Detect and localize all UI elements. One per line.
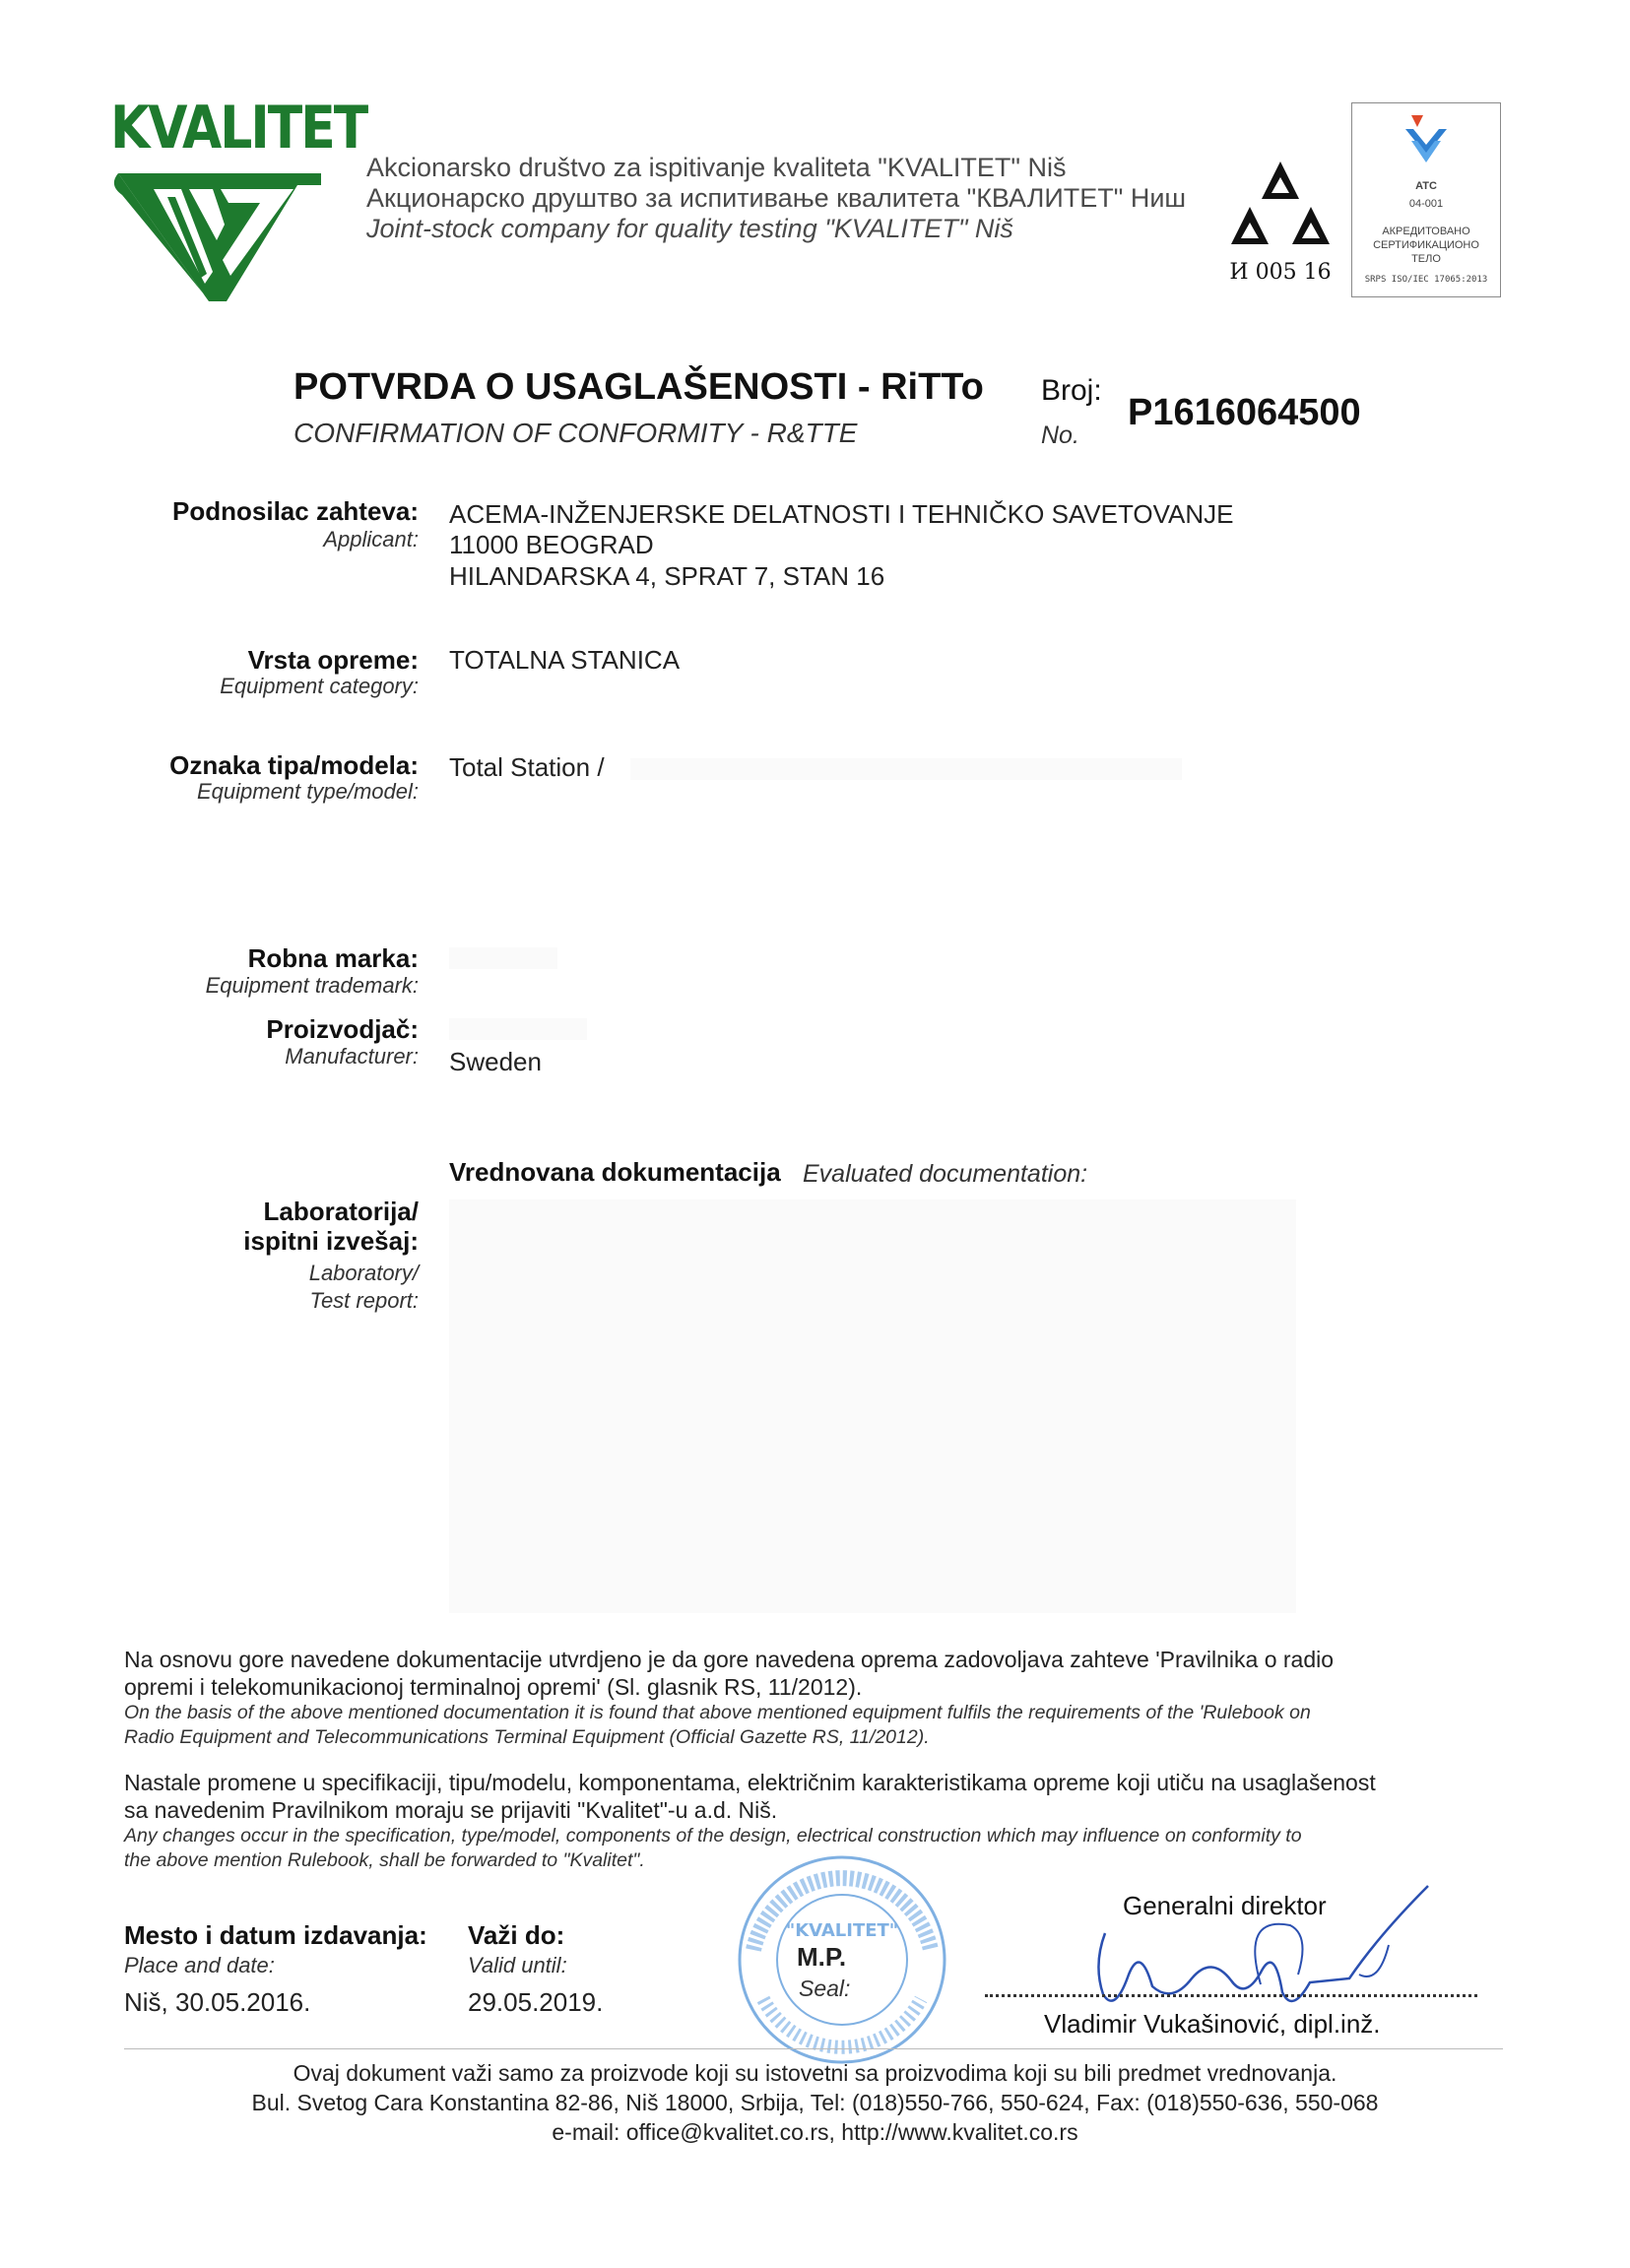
place-date-label: Mesto i datum izdavanja: — [124, 1920, 427, 1950]
changes-statement-2: sa navedenim Pravilnikom moraju se prijaviti "Kvalitet"-u a.d. Niš. — [124, 1797, 778, 1823]
applicant-label: Podnosilac zahteva: — [172, 496, 419, 526]
logo-wordmark: KVALITET — [110, 95, 367, 162]
footer-divider — [124, 2048, 1503, 2049]
signature-line — [985, 1994, 1477, 1997]
valid-until-value: 29.05.2019. — [468, 1987, 604, 2017]
conformity-statement-english-1: On the basis of the above mentioned documentation it is found that above mentioned equipment fulfils the requirements of the 'Rulebook on — [124, 1702, 1311, 1723]
model-value: Total Station / — [449, 752, 605, 782]
category-label: Vrsta opreme: — [247, 645, 419, 675]
triangle-mark-icon — [1226, 158, 1335, 256]
atc-line2: СЕРТИФИКАЦИОНО — [1373, 239, 1479, 251]
conformity-statement-english-2: Radio Equipment and Telecommunications Terminal Equipment (Official Gazette RS, 11/2012). — [124, 1726, 930, 1748]
model-label: Oznaka tipa/modela: — [169, 750, 419, 780]
seal-mp: M.P. — [797, 1942, 847, 1972]
accreditation-mark — [1226, 158, 1335, 286]
accreditation-code: И 005 16 — [1229, 260, 1332, 285]
seal-inner-text: "KVALITET" — [785, 1920, 899, 1941]
applicant-label-english: Applicant: — [323, 527, 419, 551]
model-label-english: Equipment type/model: — [196, 779, 419, 804]
official-seal — [734, 1851, 950, 2068]
atc-standard: SRPS ISO/IEC 17065:2013 — [1364, 275, 1488, 285]
redacted-trademark — [449, 947, 557, 969]
number-label: Broj: — [1041, 374, 1102, 407]
documentation-heading: Vrednovana dokumentacija — [449, 1157, 781, 1187]
handwritten-signature-icon — [1064, 1876, 1458, 2024]
atc-logo-icon — [1402, 111, 1451, 170]
org-name-english: Joint-stock company for quality testing "KVALITET" Niš — [366, 214, 1013, 243]
applicant-name: ACEMA-INŽENJERSKE DELATNOSTI I TEHNIČKO SAVETOVANJE — [449, 499, 1234, 529]
place-date-label-english: Place and date: — [124, 1953, 275, 1977]
company-logo — [110, 95, 367, 301]
laboratory-label-2: ispitni izvešaj: — [243, 1226, 419, 1256]
redacted-model — [630, 758, 1182, 780]
category-label-english: Equipment category: — [220, 674, 419, 698]
document-title-english: CONFIRMATION OF CONFORMITY - R&TTE — [293, 418, 858, 448]
redacted-manufacturer — [449, 1018, 587, 1040]
laboratory-label-english-2: Test report: — [309, 1288, 419, 1313]
documentation-heading-english: Evaluated documentation: — [803, 1160, 1088, 1188]
logo-emblem-icon — [110, 156, 337, 303]
document-title: POTVRDA O USAGLAŠENOSTI - RiTTo — [293, 366, 984, 408]
atc-line3: ТЕЛО — [1411, 253, 1441, 265]
laboratory-label-english-1: Laboratory/ — [308, 1261, 419, 1285]
valid-until-label: Važi do: — [468, 1920, 565, 1950]
seal-label: Seal: — [799, 1976, 851, 2001]
atc-accreditation-badge — [1351, 102, 1501, 297]
trademark-label-english: Equipment trademark: — [205, 973, 419, 998]
signatory-title: Generalni direktor — [1123, 1891, 1327, 1920]
valid-until-label-english: Valid until: — [468, 1953, 567, 1977]
atc-number: 04-001 — [1408, 198, 1444, 210]
changes-statement-english-2: the above mention Rulebook, shall be forwarded to "Kvalitet". — [124, 1849, 645, 1871]
place-date-value: Niš, 30.05.2016. — [124, 1987, 311, 2017]
category-value: TOTALNA STANICA — [449, 645, 681, 675]
atc-label: ATC — [1415, 180, 1437, 192]
changes-statement-1: Nastale promene u specifikaciji, tipu/modelu, komponentama, električnim karakteristikama opreme koji utiču na usaglašenost — [124, 1770, 1376, 1795]
manufacturer-label-english: Manufacturer: — [285, 1044, 419, 1069]
footer-address: Bul. Svetog Cara Konstantina 82-86, Niš 18000, Srbija, Tel: (018)550-766, 550-624, Fax: (018)550-636, 550-068 — [251, 2090, 1379, 2115]
footer-validity-note: Ovaj dokument važi samo za proizvode koji su istovetni sa proizvodima koji su bili predmet vrednovanja. — [293, 2060, 1337, 2086]
redacted-test-reports — [449, 1199, 1296, 1613]
manufacturer-label: Proizvodjač: — [266, 1014, 419, 1044]
manufacturer-country: Sweden — [449, 1047, 542, 1076]
conformity-statement-1: Na osnovu gore navedene dokumentacije utvrdjeno je da gore navedena oprema zadovoljava zahteve 'Pravilnika o radio — [124, 1647, 1335, 1672]
conformity-statement-2: opremi i telekomunikacionoj terminalnoj opremi' (Sl. glasnik RS, 11/2012). — [124, 1674, 863, 1700]
laboratory-label-1: Laboratorija/ — [263, 1197, 419, 1226]
signatory-name: Vladimir Vukašinović, dipl.inž. — [1044, 2009, 1381, 2039]
trademark-label: Robna marka: — [247, 943, 419, 973]
changes-statement-english-1: Any changes occur in the specification, type/model, components of the design, electrical construction which may influence on conformity to — [124, 1825, 1302, 1847]
org-name-latin: Akcionarsko društvo za ispitivanje kvaliteta "KVALITET" Niš — [366, 153, 1067, 182]
atc-line1: АКРЕДИТОВАНО — [1382, 226, 1470, 237]
org-name-cyrillic: Акционарско друштво за испитивање квалитета "КВАЛИТЕТ" Ниш — [366, 183, 1187, 213]
certificate-number: P1616064500 — [1128, 392, 1361, 433]
number-label-english: No. — [1041, 421, 1079, 449]
applicant-address: HILANDARSKA 4, SPRAT 7, STAN 16 — [449, 561, 885, 591]
footer-contact: e-mail: office@kvalitet.co.rs, http://www.kvalitet.co.rs — [552, 2119, 1078, 2145]
applicant-city: 11000 BEOGRAD — [449, 530, 654, 559]
